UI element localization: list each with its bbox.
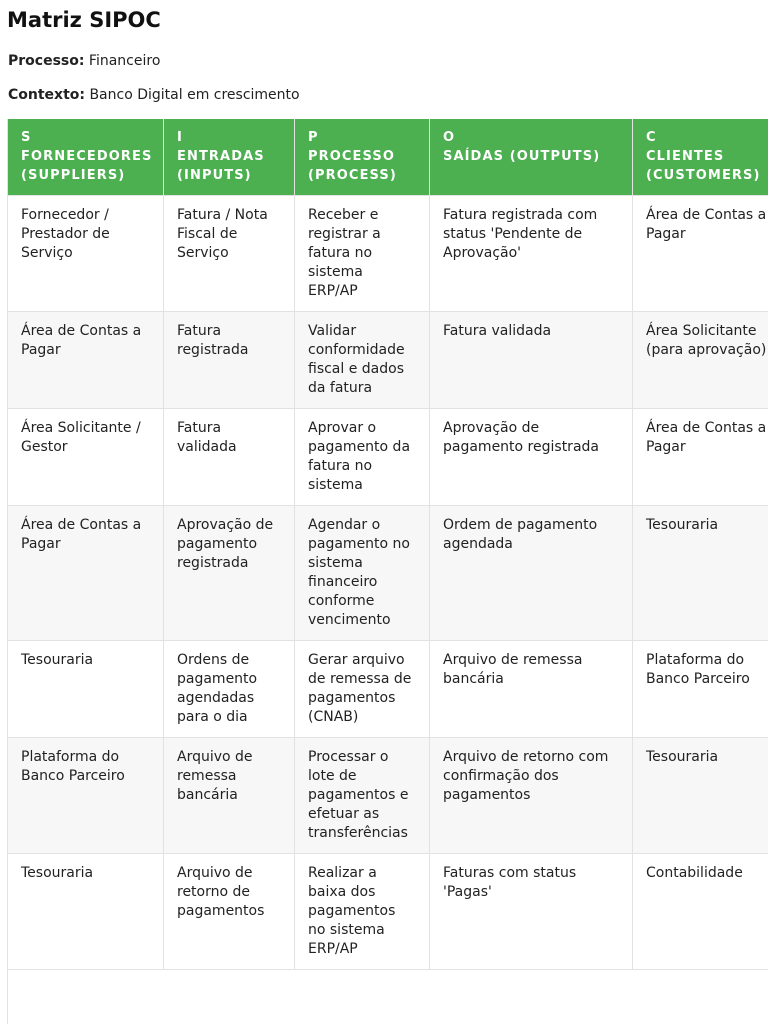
processo-value: Financeiro [88,53,161,69]
header-outputs [430,119,633,196]
cell-supplier: Área Solicitante / Gestor [8,409,164,506]
header-sub: (SUPPLIERS) [21,168,126,183]
cell-supplier: Tesouraria [8,854,164,970]
meta-processo [8,53,160,69]
header-letter: O [443,130,456,145]
table-filler [8,970,768,1024]
table-row [8,506,768,641]
cell-process: Gerar arquivo de remessa de pagamentos (CNAB) [295,641,430,738]
cell-customer: Contabilidade [633,854,768,970]
header-letter: I [177,130,183,145]
cell-supplier: Fornecedor / Prestador de Serviço [8,196,164,312]
header-customers [633,119,768,196]
cell-input: Fatura registrada [164,312,295,409]
header-row [8,119,768,196]
cell-input: Fatura / Nota Fiscal de Serviço [164,196,295,312]
table-row [8,641,768,738]
header-name: SAÍDAS (OUTPUTS) [443,149,601,164]
contexto-label: Contexto: [8,87,85,103]
cell-output: Aprovação de pagamento registrada [430,409,633,506]
cell-customer: Área de Contas a Pagar [633,409,768,506]
cell-process: Agendar o pagamento no sistema financeiro conforme vencimento [295,506,430,641]
header-letter: S [21,130,32,145]
header-sub: (INPUTS) [177,168,252,183]
cell-supplier: Tesouraria [8,641,164,738]
cell-output: Arquivo de remessa bancária [430,641,633,738]
cell-customer: Área Solicitante (para aprovação) [633,312,768,409]
contexto-value: Banco Digital em crescimento [89,87,300,103]
header-name: ENTRADAS [177,149,265,164]
cell-input: Fatura validada [164,409,295,506]
cell-process: Processar o lote de pagamentos e efetuar as transferências [295,738,430,854]
cell-process: Validar conformidade fiscal e dados da fatura [295,312,430,409]
header-sub: (CUSTOMERS) [646,168,761,183]
cell-process: Receber e registrar a fatura no sistema ERP/AP [295,196,430,312]
header-process [295,119,430,196]
sipoc-table-container[interactable] [7,119,768,1024]
cell-input: Ordens de pagamento agendadas para o dia [164,641,295,738]
header-name: FORNECEDORES [21,149,153,164]
cell-customer: Plataforma do Banco Parceiro [633,641,768,738]
cell-output: Arquivo de retorno com confirmação dos pagamentos [430,738,633,854]
page-title: Matriz SIPOC [7,8,161,32]
cell-supplier: Área de Contas a Pagar [8,506,164,641]
cell-output: Fatura registrada com status 'Pendente de Aprovação' [430,196,633,312]
header-inputs [164,119,295,196]
cell-customer: Tesouraria [633,506,768,641]
cell-output: Ordem de pagamento agendada [430,506,633,641]
table-row [8,854,768,970]
cell-input: Arquivo de retorno de pagamentos [164,854,295,970]
header-sub: (PROCESS) [308,168,397,183]
header-name: CLIENTES [646,149,725,164]
table-row [8,409,768,506]
cell-supplier: Plataforma do Banco Parceiro [8,738,164,854]
header-suppliers [8,119,164,196]
table-row [8,312,768,409]
header-letter: P [308,130,319,145]
cell-customer: Tesouraria [633,738,768,854]
filler-cell [8,970,768,1024]
cell-input: Aprovação de pagamento registrada [164,506,295,641]
header-letter: C [646,130,657,145]
cell-output: Faturas com status 'Pagas' [430,854,633,970]
sipoc-table [7,119,768,1024]
processo-label: Processo: [8,53,85,69]
cell-supplier: Área de Contas a Pagar [8,312,164,409]
cell-customer: Área de Contas a Pagar [633,196,768,312]
table-row [8,738,768,854]
cell-input: Arquivo de remessa bancária [164,738,295,854]
table-row [8,196,768,312]
cell-output: Fatura validada [430,312,633,409]
cell-process: Aprovar o pagamento da fatura no sistema [295,409,430,506]
meta-contexto [8,87,300,103]
header-name: PROCESSO [308,149,396,164]
cell-process: Realizar a baixa dos pagamentos no sistema ERP/AP [295,854,430,970]
